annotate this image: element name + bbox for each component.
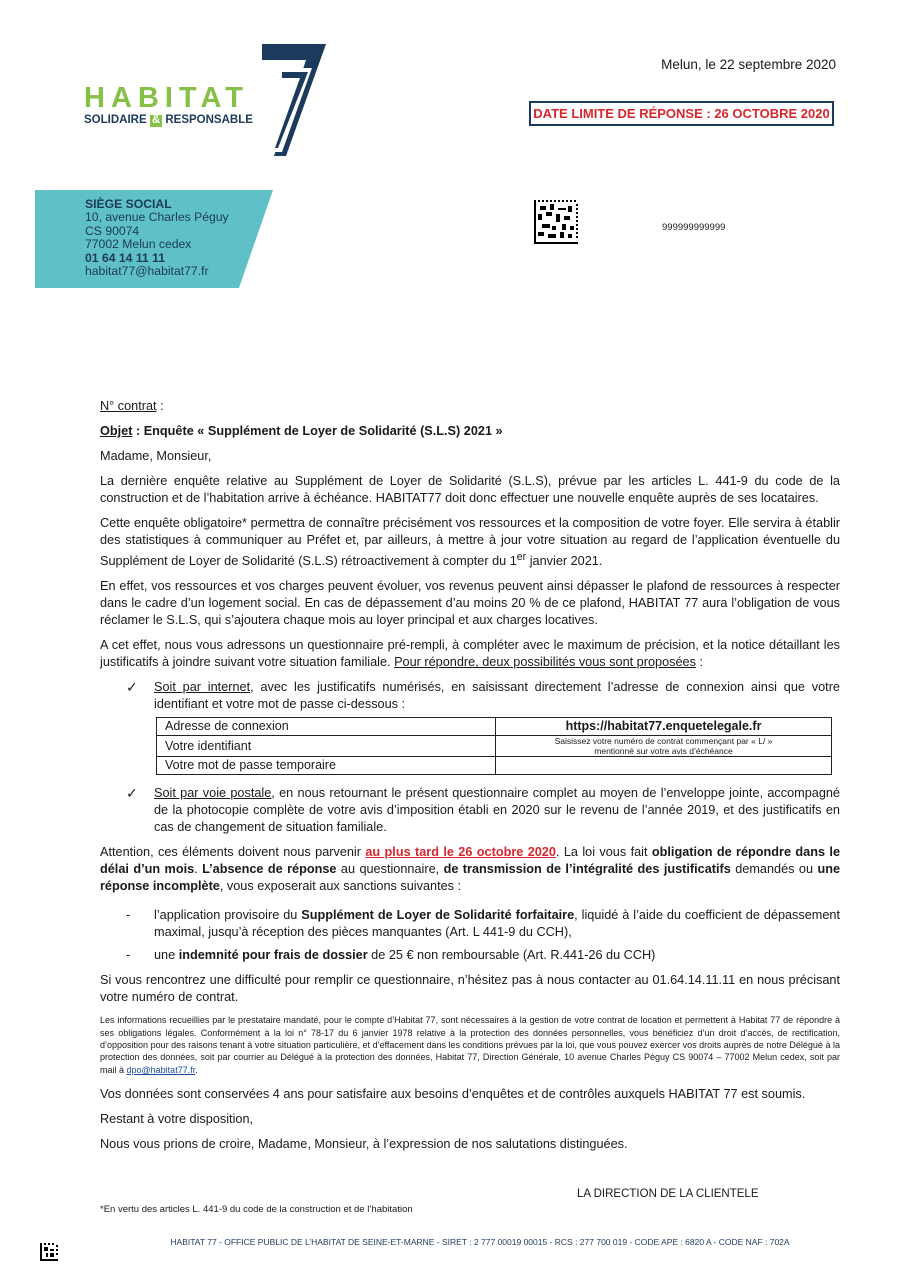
paragraph-text: janvier 2021.	[526, 554, 603, 569]
deadline-banner: DATE LIMITE DE RÉPONSE : 26 OCTOBRE 2020	[529, 101, 834, 126]
table-row	[157, 736, 832, 757]
siege-address-line: 10, avenue Charles Péguy	[85, 210, 229, 225]
paragraph-text: Cette enquête obligatoire* permettra de connaître précisément vos ressources et la composition de votre foyer. Elle servira à établir des statistiques à communiquer au Préfet et, par ailleurs, à mettre à jour votre situation au regard de l’application éventuelle du Supplément de Loyer de Solidarité (S.L.S) rétroactivement à compter du 1	[100, 516, 840, 569]
contract-label: N° contrat	[100, 399, 157, 413]
table-cell-value	[496, 736, 832, 757]
logo-77-icon	[248, 42, 328, 158]
table-cell-label: Votre identifiant	[157, 736, 496, 757]
logo-wordmark: HABITAT	[84, 82, 249, 114]
sanction-bold: indemnité pour frais de dossier	[178, 948, 368, 963]
paragraph-bold: obligation de répondre dans le délai d’un mois	[100, 845, 840, 877]
table-cell-label: Votre mot de passe temporaire	[157, 757, 496, 775]
connection-url[interactable]: https://habitat77.enquetelegale.fr	[496, 718, 832, 736]
option-title: Soit par voie postale	[154, 786, 272, 801]
option-text: , en nous retournant le présent questionnaire complet au moyen de l’enveloppe jointe, accompagné de la photocopie complète de votre avis d’imposition établi en 2020 sur le revenu de l’année 2019, et des justificatifs en cas de changement de situation familiale.	[154, 786, 840, 835]
logo-tagline-right: RESPONSABLE	[165, 114, 253, 126]
checkmark-icon: ✓	[126, 679, 138, 696]
paragraph-bold: une réponse incomplète	[100, 862, 840, 894]
paragraph-text: Attention, ces éléments doivent nous parvenir	[100, 845, 366, 860]
datamatrix-small-icon	[40, 1243, 58, 1261]
logo-tagline	[84, 115, 253, 127]
siege-phone: 01 64 14 11 11	[85, 250, 165, 265]
sanction-item	[100, 947, 840, 964]
contract-colon: :	[156, 399, 164, 413]
sanction-text: une	[154, 948, 179, 963]
sanction-text: , liquidé à l’aide du coefficient de dépassement maximal, jusqu’à réception des pièces manquantes (Art. L 441-9 du CCH),	[154, 908, 841, 940]
datamatrix-code-icon	[534, 200, 578, 244]
logo-tagline-amp: &	[151, 114, 161, 126]
option-title: Soit par internet	[154, 680, 251, 695]
paragraph-warning	[100, 844, 840, 895]
siege-address-line: 77002 Melun cedex	[85, 237, 192, 252]
siege-email: habitat77@habitat77.fr	[85, 264, 209, 279]
closing: Nous vous prions de croire, Madame, Monsieur, à l’expression de nos salutations distinguées.	[100, 1137, 628, 1152]
logo-tagline-left: SOLIDAIRE	[84, 114, 147, 126]
object-text: : Enquête « Supplément de Loyer de Solidarité (S.L.S) 2021 »	[132, 424, 503, 438]
table-cell-value	[496, 757, 832, 775]
paragraph-text: :	[695, 655, 703, 670]
document-code: 999999999999	[662, 222, 726, 233]
paragraph: Si vous rencontrez une difficulté pour remplir ce questionnaire, n’hésitez pas à nous contacter au 01.64.14.11.11 en nous précisant votre numéro de contrat.	[100, 973, 840, 1005]
sanction-bold: Supplément de Loyer de Solidarité forfaitaire	[301, 908, 575, 923]
connection-table	[156, 717, 832, 775]
checkmark-icon: ✓	[126, 785, 138, 802]
paragraph-text: au questionnaire,	[336, 862, 444, 877]
table-cell-label: Adresse de connexion	[157, 718, 496, 736]
sanction-text: l’application provisoire du	[154, 908, 302, 923]
identifier-hint-line: mentionné sur votre avis d’échéance	[594, 746, 733, 757]
siege-title: SIÈGE SOCIAL	[85, 197, 172, 211]
dpo-email-link[interactable]: dpo@habitat77.fr	[126, 1064, 196, 1075]
paragraph: En effet, vos ressources et vos charges peuvent évoluer, vos revenus peuvent ainsi dépasser le plafond de ressources à respecter dans le cadre d’un logement social. En cas de dépassement d’au moins 20 % de ce plafond, HABITAT 77 aura l’obligation de vous réclamer le S.L.S, qui s’ajoutera chaque mois au loyer principal et aux charges locatives.	[100, 579, 840, 628]
privacy-text: Les informations recueillies par le prestataire mandaté, pour le compte d’Habitat 77, sont nécessaires à la gestion de votre contrat de location et permettent à Habitat 77 de répondre à ses obligations légales. Conformément à la loi n° 78-17 du 6 janvier 1978 relative à la protection des données personnelles, vous bénéficiez d’un droit d’accès, de rectification, d’opposition pour des raisons tenant à votre situation particulière, et d’effacement dans les conditions prévues par la loi, que vous pouvez exercer vos droits auprès de notre Délégué à la protection des données, soit par courrier au Délégué à la protection des données, Habitat 77, Direction Générale, 10 avenue Charles Péguy CS 90074 – 77002 Melun cedex, soit par mail à	[100, 1015, 840, 1075]
contract-line	[100, 398, 840, 415]
object-line	[100, 423, 840, 440]
paragraph-bold: de transmission de l’intégralité des justificatifs	[443, 862, 731, 877]
paragraph-text: .	[194, 862, 203, 877]
greeting: Madame, Monsieur,	[100, 449, 212, 463]
paragraph	[100, 515, 840, 570]
paragraph-underlined: Pour répondre, deux possibilités vous sont proposées	[394, 655, 696, 670]
dash-bullet: -	[126, 908, 131, 923]
paragraph: Restant à votre disposition,	[100, 1112, 254, 1127]
page-footer: HABITAT 77 - OFFICE PUBLIC DE L’HABITAT DE SEINE-ET-MARNE - SIRET : 2 777 00019 00015 - RCS : 277 700 019 - CODE APE : 6820 A - CODE NAF : 702A	[170, 1237, 790, 1247]
paragraph-sup: er	[516, 551, 527, 563]
privacy-text: .	[195, 1064, 198, 1075]
paragraph	[100, 637, 840, 671]
letter-body	[100, 398, 840, 1161]
deadline-highlight: au plus tard le 26 octobre 2020	[365, 845, 556, 860]
paragraph-text: . La loi vous fait	[555, 845, 652, 860]
dash-bullet: -	[126, 948, 131, 963]
city-date: Melun, le 22 septembre 2020	[661, 57, 836, 72]
table-row	[157, 718, 832, 736]
signature: LA DIRECTION DE LA CLIENTELE	[577, 1188, 759, 1200]
paragraph-text: A cet effet, nous vous adressons un questionnaire pré-rempli, à compléter avec le maximum de précision, et la notice détaillant les justificatifs à joindre suivant votre situation familiale.	[100, 638, 840, 670]
paragraph: Vos données sont conservées 4 ans pour satisfaire aux besoins d’enquêtes et de contrôles auxquels HABITAT 77 est soumis.	[100, 1087, 806, 1102]
privacy-notice	[100, 1014, 840, 1076]
paragraph-text: , vous exposerait aux sanctions suivantes :	[219, 879, 462, 894]
object-label: Objet	[100, 424, 133, 438]
table-row	[157, 757, 832, 775]
footnote: *En vertu des articles L. 441-9 du code de la construction et de l’habitation	[100, 1204, 413, 1215]
option-postal	[100, 785, 840, 836]
sanction-item	[100, 907, 840, 941]
option-text: , avec les justificatifs numérisés, en saisissant directement l’adresse de connexion ainsi que votre identifiant et votre mot de passe ci-dessous :	[154, 680, 840, 712]
identifier-hint-line: Saisissez votre numéro de contrat commençant par « L/ »	[554, 736, 773, 747]
siege-address-line: CS 90074	[85, 223, 140, 238]
option-internet	[100, 679, 840, 713]
paragraph-text: demandés ou	[730, 862, 818, 877]
paragraph-bold: L’absence de réponse	[202, 862, 337, 877]
sanction-text: de 25 € non remboursable (Art. R.441-26 du CCH)	[367, 948, 656, 963]
paragraph: La dernière enquête relative au Supplément de Loyer de Solidarité (S.L.S), prévue par les articles L. 441-9 du code de la construction et de l’habitation arrive à échéance. HABITAT77 doit donc effectuer une nouvelle enquête auprès de ses locataires.	[100, 474, 840, 505]
siege-social-block	[85, 198, 229, 278]
